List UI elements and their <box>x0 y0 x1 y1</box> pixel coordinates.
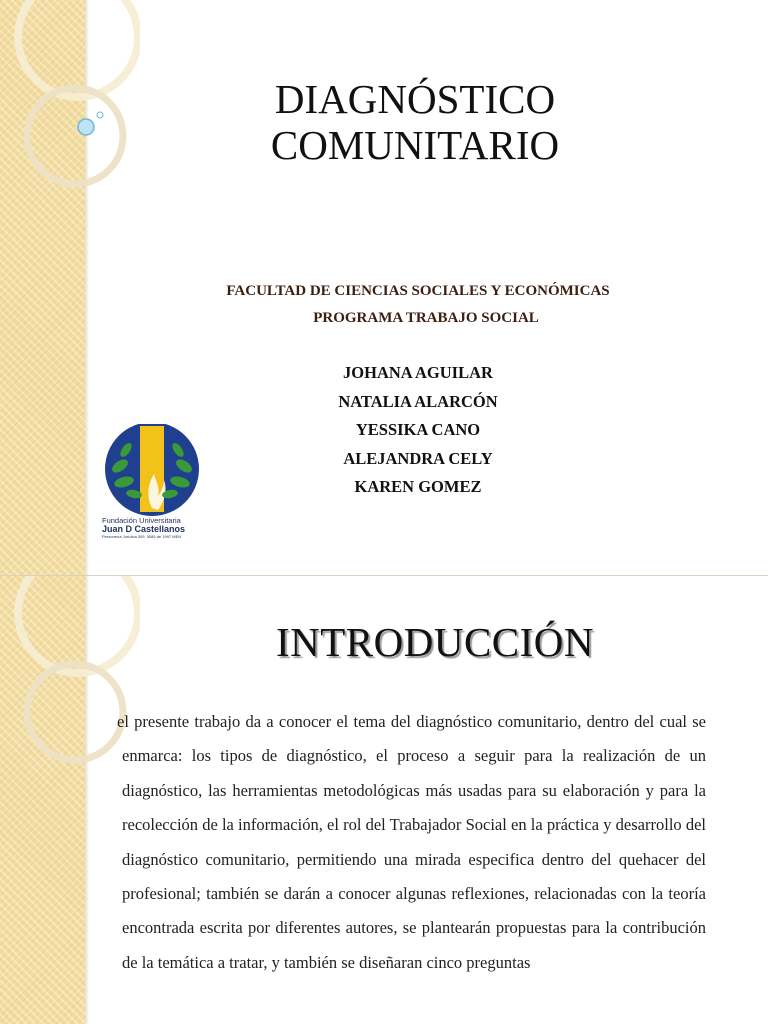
author-name: YESSIKA CANO <box>355 420 481 439</box>
logo-text-line-1: Fundación Universitaria <box>102 516 181 525</box>
author-name: JOHANA AGUILAR <box>343 363 493 382</box>
presentation-title <box>200 76 630 168</box>
title-line-1: DIAGNÓSTICO <box>274 76 556 122</box>
faculty-name: FACULTAD DE CIENCIAS SOCIALES Y ECONÓMICAS <box>226 283 610 299</box>
introduction-slide <box>0 576 768 1024</box>
logo-text-line-2: Juan D Castellanos <box>102 524 186 534</box>
university-logo <box>98 424 208 544</box>
logo-text-line-3: Personería Jurídica 309, 5085 de 1997 MEN <box>102 534 182 539</box>
introduction-heading: INTRODUCCIÓN <box>275 619 595 665</box>
author-list <box>268 362 568 505</box>
title-line-2: COMUNITARIO <box>270 122 560 168</box>
decorative-rings-icon <box>0 576 140 1024</box>
author-name: KAREN GOMEZ <box>354 477 482 496</box>
author-name: NATALIA ALARCÓN <box>338 391 498 411</box>
author-name: ALEJANDRA CELY <box>343 448 493 468</box>
introduction-paragraph: el presente trabajo da a conocer el tema del diagnóstico comunitario, dentro del cual se enmarca: los tipos de diagnóstico, el proceso a seguir para la realización de un diagnóstico, las herramientas metodológicas más usadas para su elaboración y para la recolección de la información, el rol del Trabajador Social en la práctica y desarrollo del diagnóstico comunitario, permitiendo una mirada especifica dentro del quehacer del profesional; también se darán a conocer algunas reflexiones, relacionadas con la teoría encontrada escrita por diferentes autores, se plantearán propuestas para la contribución de la temática a tratar, y también se diseñaran cinco preguntas <box>117 712 706 972</box>
program-name: PROGRAMA TRABAJO SOCIAL <box>313 310 539 326</box>
